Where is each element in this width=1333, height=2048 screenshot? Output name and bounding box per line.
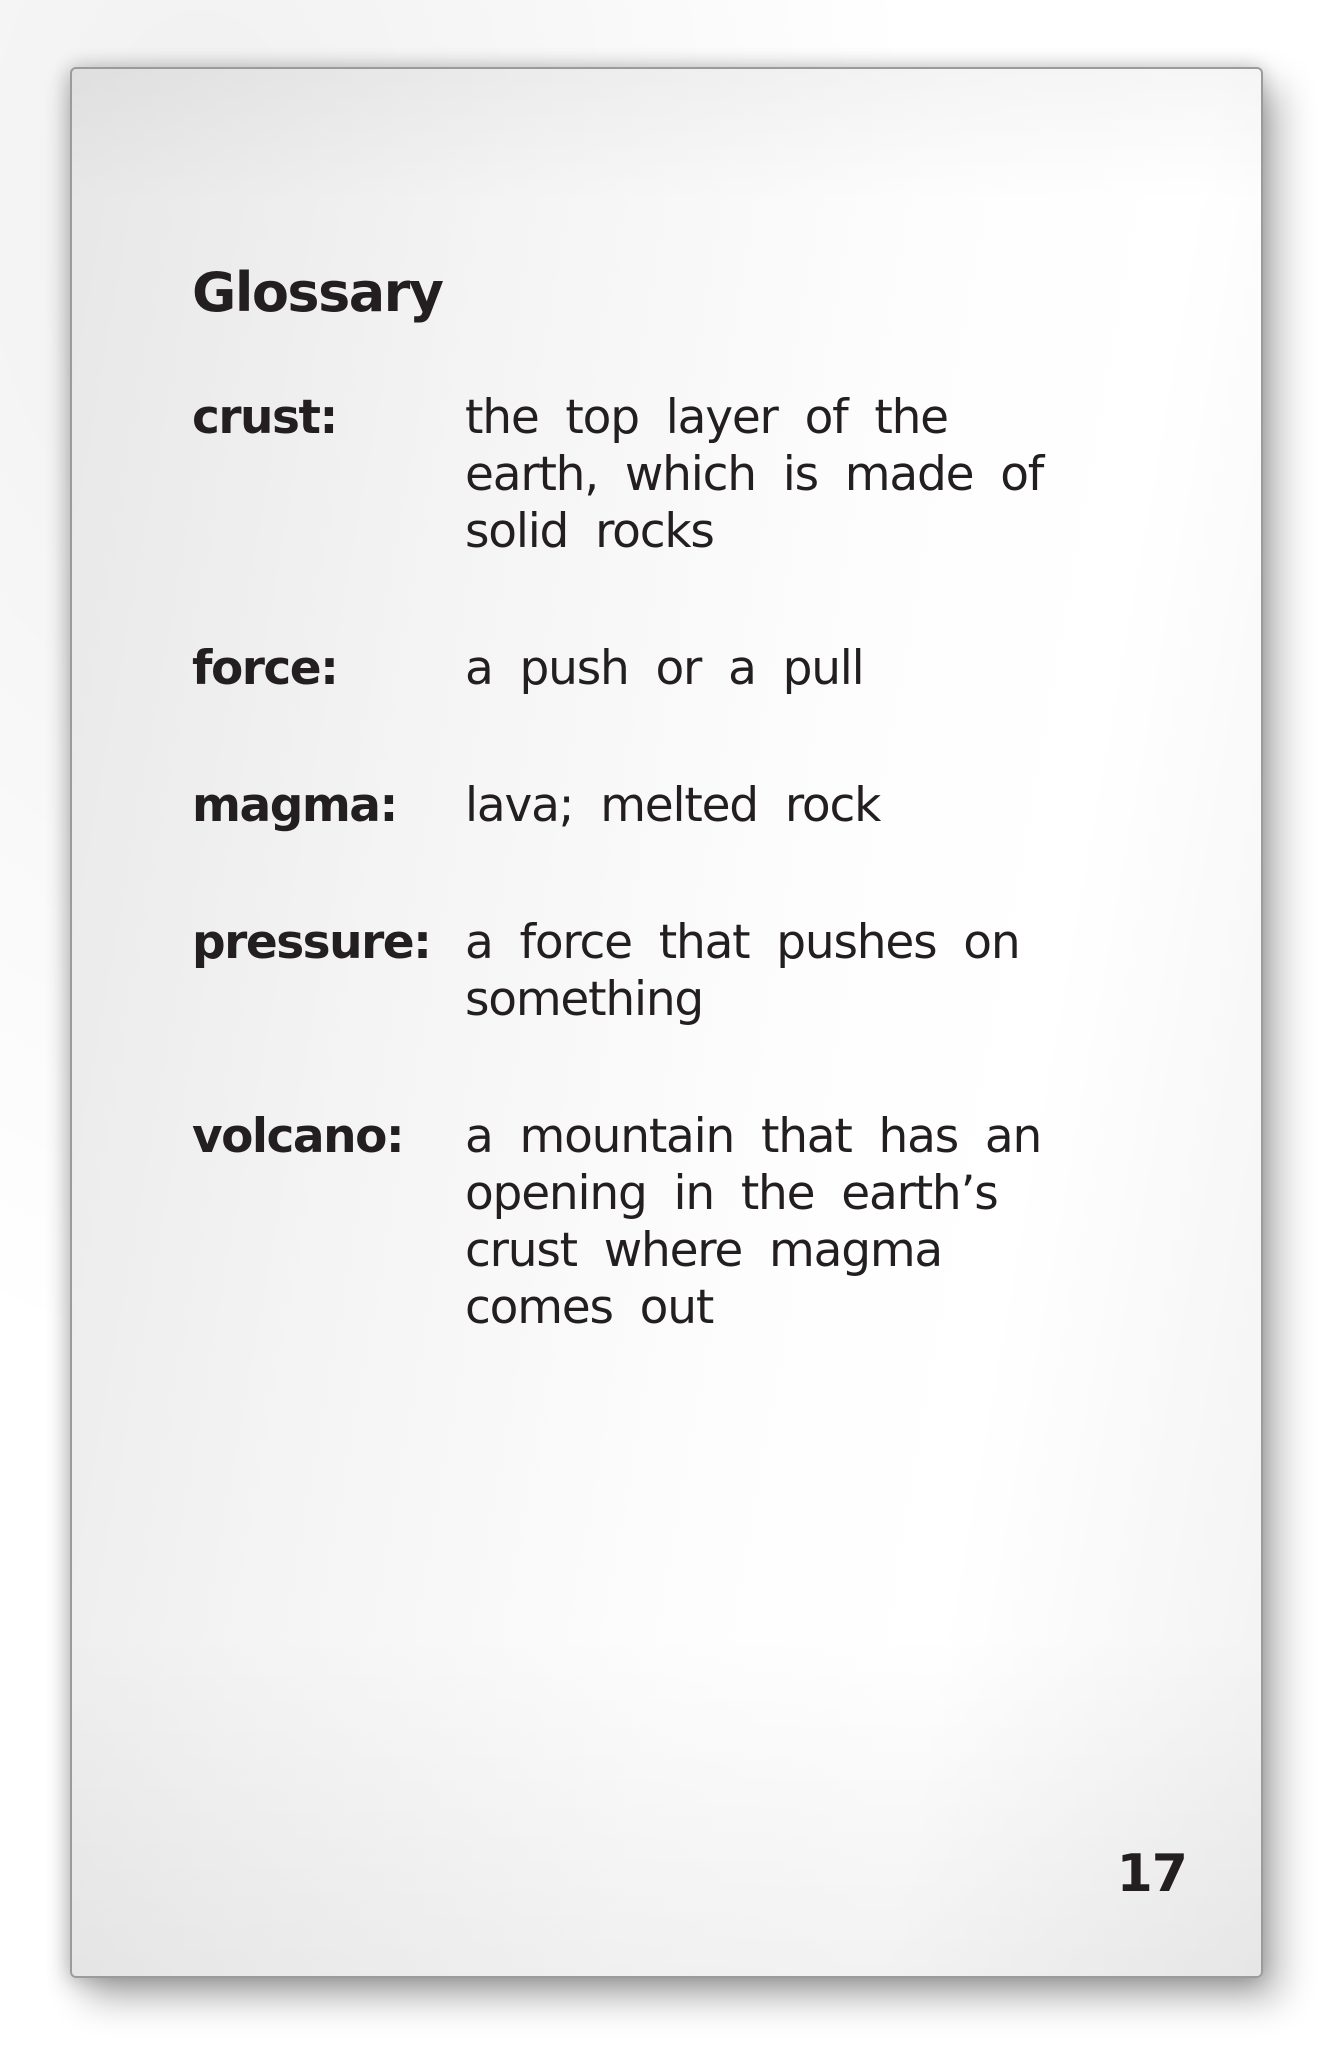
glossary-entry-crust	[192, 389, 1203, 560]
definition-line: a force that pushes on	[465, 915, 1020, 970]
term-label-magma: magma:	[192, 778, 397, 833]
glossary-entry-pressure	[192, 914, 1203, 1028]
term-label-crust: crust:	[192, 390, 337, 445]
glossary-entry-volcano	[192, 1108, 1203, 1336]
definition-line: comes out	[465, 1280, 714, 1335]
definition-line: a push or a pull	[465, 641, 864, 696]
term-label-force: force:	[192, 641, 338, 696]
definition-line: opening in the earth’s	[465, 1166, 998, 1221]
definition-line: solid rocks	[465, 504, 714, 559]
page-number: 17	[1116, 1844, 1187, 1904]
definition-line: a mountain that has an	[465, 1109, 1042, 1164]
glossary-entry-magma	[192, 777, 1203, 834]
definition-magma	[465, 777, 880, 834]
term-label-pressure: pressure:	[192, 915, 431, 970]
definition-line: earth, which is made of	[465, 447, 1044, 502]
definition-pressure	[465, 914, 1019, 1028]
glossary-entry-force	[192, 640, 1203, 697]
glossary-title: Glossary	[192, 261, 443, 324]
definition-line: crust where magma	[465, 1223, 943, 1278]
term-label-volcano: volcano:	[192, 1109, 404, 1164]
glossary-content	[192, 261, 1203, 1416]
book-page	[70, 67, 1263, 1978]
definition-line: the top layer of the	[465, 390, 948, 445]
definition-volcano	[465, 1108, 1041, 1336]
definition-line: lava; melted rock	[465, 778, 881, 833]
definition-line: something	[465, 972, 704, 1027]
definition-force	[465, 640, 864, 697]
definition-crust	[465, 389, 1043, 560]
